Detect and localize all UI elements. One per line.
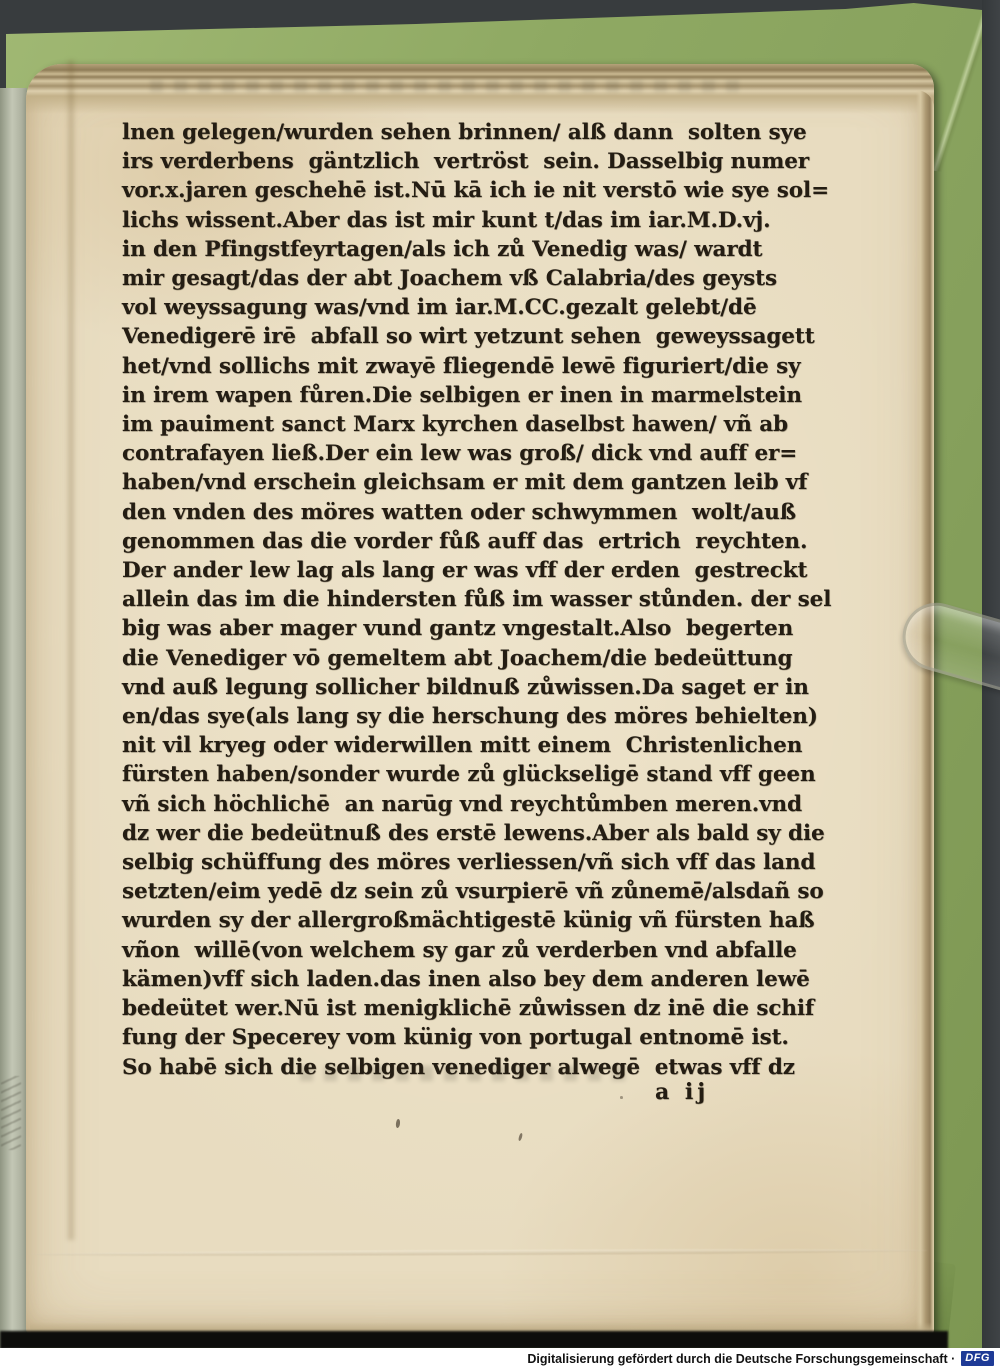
margin-scribble (1, 1076, 21, 1150)
text-line: vñ sich höchlichē an narūg vnd reychtůmben meren.vnd (122, 791, 802, 817)
text-line: vor.x.jaren geschehē ist.Nū kā ich ie nit verstō wie sye sol= (122, 178, 830, 204)
page-bottom-shadow (0, 1331, 948, 1349)
text-line: wurden sy der allergroßmächtigestē künig vñ fürsten haß (122, 908, 815, 934)
text-line: den vnden des möres watten oder schwymmen wolt/auß (122, 499, 796, 525)
page-text-block (122, 118, 832, 1082)
text-line: lnen gelegen/wurden sehen brinnen/ alß dann solten sye (122, 120, 807, 145)
ink-bleed-through (150, 80, 750, 92)
text-line: in den Pfingstfeyrtagen/als ich zů Venedig was/ wardt (122, 236, 763, 262)
page-block-edge-left (0, 88, 27, 1350)
text-line: fung der Specerey vom künig von portugal entnomē ist. (122, 1025, 789, 1051)
page-fold-shadow (66, 60, 76, 1240)
text-line: dz wer die bedeütnuß des erstē lewens.Aber als bald sy die (122, 820, 825, 846)
text-line: Der ander lew lag als lang er was vff der erden gestreckt (122, 558, 808, 584)
text-line: nit vil kryeg oder widerwillen mitt einem Christenlichen (122, 733, 803, 759)
text-line: het/vnd sollichs mit zwayē fliegendē lewē figuriert/die sy (122, 353, 801, 379)
text-line: Venedigerē irē abfall so wirt yetzunt sehen geweyssagett (122, 324, 815, 350)
page-edge-right (916, 90, 934, 1334)
text-line: die Venediger vō gemeltem abt Joachem/die bedeüttung (122, 645, 793, 671)
digitization-credit: Digitalisierung gefördert durch die Deutsche Forschungsgemeinschaft · (527, 1351, 956, 1366)
text-line: haben/vnd erschein gleichsam er mit dem gantzen leib vf (122, 470, 808, 496)
text-line: im pauiment sanct Marx kyrchen daselbst hawen/ vñ ab (122, 412, 788, 438)
text-line: vñon willē(von welchem sy gar zů verderben vnd abfalle (122, 937, 797, 963)
text-line: vnd auß legung sollicher bildnuß zůwissen.Da saget er in (122, 674, 809, 700)
dfg-logo: DFG (961, 1351, 994, 1366)
footer-bar (0, 1348, 1000, 1369)
signature-mark: a ij (655, 1079, 710, 1105)
text-line: mir gesagt/das der abt Joachem vß Calabria/des geysts (122, 266, 777, 292)
text-line: selbig schüffung des möres verliessen/vñ sich vff das land (122, 850, 816, 876)
text-line: lichs wissent.Aber das ist mir kunt t/das im iar.M.D.vj. (122, 207, 771, 233)
text-line: contrafayen ließ.Der ein lew was groß/ dick vnd auff er= (122, 441, 798, 467)
text-line: setzten/eim yedē dz sein zů vsurpierē vñ zůnemē/alsdañ so (122, 879, 824, 905)
text-line: vol weyssagung was/vnd im iar.M.CC.gezalt gelebt/dē (122, 295, 757, 321)
text-line: allein das im die hindersten fůß im wasser stůnden. der sel (122, 587, 832, 613)
text-line: genommen das die vorder fůß auff das ertrich reychten. (122, 528, 808, 554)
ink-speck (620, 1096, 623, 1099)
text-line: big was aber mager vund gantz vngestalt.Also begerten (122, 616, 794, 642)
text-line: in irem wapen fůren.Die selbigen er inen in marmelstein (122, 382, 802, 408)
text-line: kämen)vff sich laden.das inen also bey dem anderen lewē (122, 966, 810, 992)
text-line: en/das sye(als lang sy die herschung des möres behielten) (122, 704, 818, 730)
text-line: irs verderbens gäntzlich vertröst sein. Dasselbig numer (122, 149, 810, 175)
text-line: bedeütet wer.Nū ist menigklichē zůwissen dz inē die schif (122, 996, 815, 1022)
text-line: fürsten haben/sonder wurde zů glückseligē stand vff geen (122, 762, 816, 788)
text-line: So habē sich die selbigen venediger alwegē etwas vff dz (122, 1054, 795, 1080)
